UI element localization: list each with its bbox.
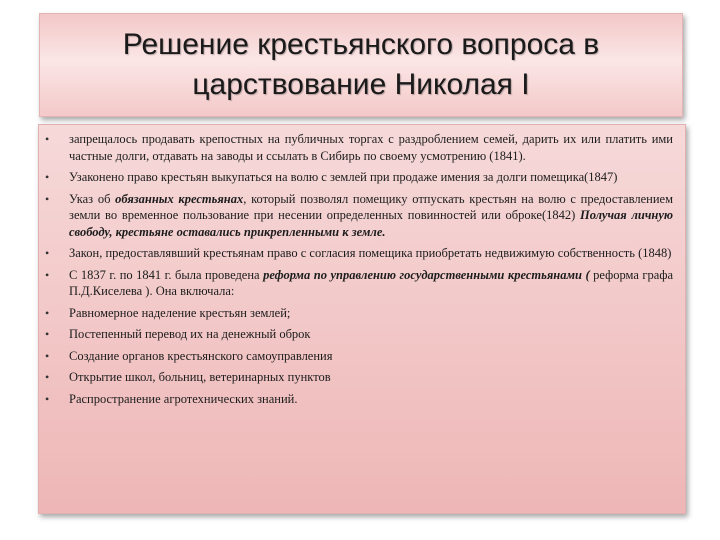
item-text: Распространение агротехнических знаний. xyxy=(69,391,298,406)
list-item xyxy=(45,326,673,343)
list-item xyxy=(45,369,673,386)
title-line-1: Решение крестьянского вопроса в xyxy=(122,28,600,61)
bullet-icon: • xyxy=(45,348,50,363)
bullet-icon: • xyxy=(45,132,50,146)
item-text-post: реформа графа П.Д.Киселева ). Она включала: xyxy=(69,267,673,298)
bullet-icon: • xyxy=(45,170,50,184)
list-item xyxy=(45,191,673,241)
list-item xyxy=(45,131,673,164)
item-text: Узаконено право крестьян выкупаться на волю с землей при продаже имения за долги помещика(1847) xyxy=(69,170,618,184)
bullet-icon: • xyxy=(45,305,50,320)
item-text-pre: С 1837 г. по 1841 г. была проведена xyxy=(69,267,264,282)
item-text-mid: , который позволял помещику отпускать крестьян на волю с предоставлением земли во временное пользование при несении определенных повинностей или оброке(1842) xyxy=(69,191,673,222)
item-emphasis: Получая личную свободу, крестьяне оставались прикрепленными к земле. xyxy=(69,208,673,239)
item-emphasis: обязанных крестьянах xyxy=(115,191,244,206)
title-line-2: царствование Николая I xyxy=(192,68,530,101)
list-item xyxy=(45,305,673,322)
list-item xyxy=(45,169,673,186)
item-text: Закон, предоставлявший крестьянам право с согласия помещика приобретать недвижимую собственность (1848) xyxy=(69,246,672,260)
item-text: Равномерное наделение крестьян землей; xyxy=(69,305,291,320)
list-item xyxy=(45,267,673,300)
bullet-list xyxy=(39,125,685,407)
item-emphasis: реформа по управлению государственными крестьянами xyxy=(263,267,582,282)
bullet-icon: • xyxy=(45,267,50,282)
bullet-icon: • xyxy=(45,370,50,384)
item-text-pre: Указ об xyxy=(69,191,116,206)
item-text: Постепенный перевод их на денежный оброк xyxy=(69,327,311,341)
title-box xyxy=(39,13,683,117)
item-text: запрещалось продавать крепостных на публичных торгах с раздроблением семей, дарить их или платить ими частные долги, отдавать на заводы и ссылать в Сибирь по своему усмотрению (1841). xyxy=(69,132,673,163)
item-text: Открытие школ, больниц, ветеринарных пунктов xyxy=(69,370,331,384)
item-emphasis: ( xyxy=(585,267,590,282)
bullet-icon: • xyxy=(45,327,50,341)
list-item xyxy=(45,245,673,262)
bullet-icon: • xyxy=(45,391,50,406)
item-text: Создание органов крестьянского самоуправления xyxy=(69,348,333,363)
content-box xyxy=(38,124,686,514)
list-item xyxy=(45,348,673,365)
list-item xyxy=(45,391,673,408)
bullet-icon: • xyxy=(45,246,50,260)
bullet-icon: • xyxy=(45,191,50,206)
